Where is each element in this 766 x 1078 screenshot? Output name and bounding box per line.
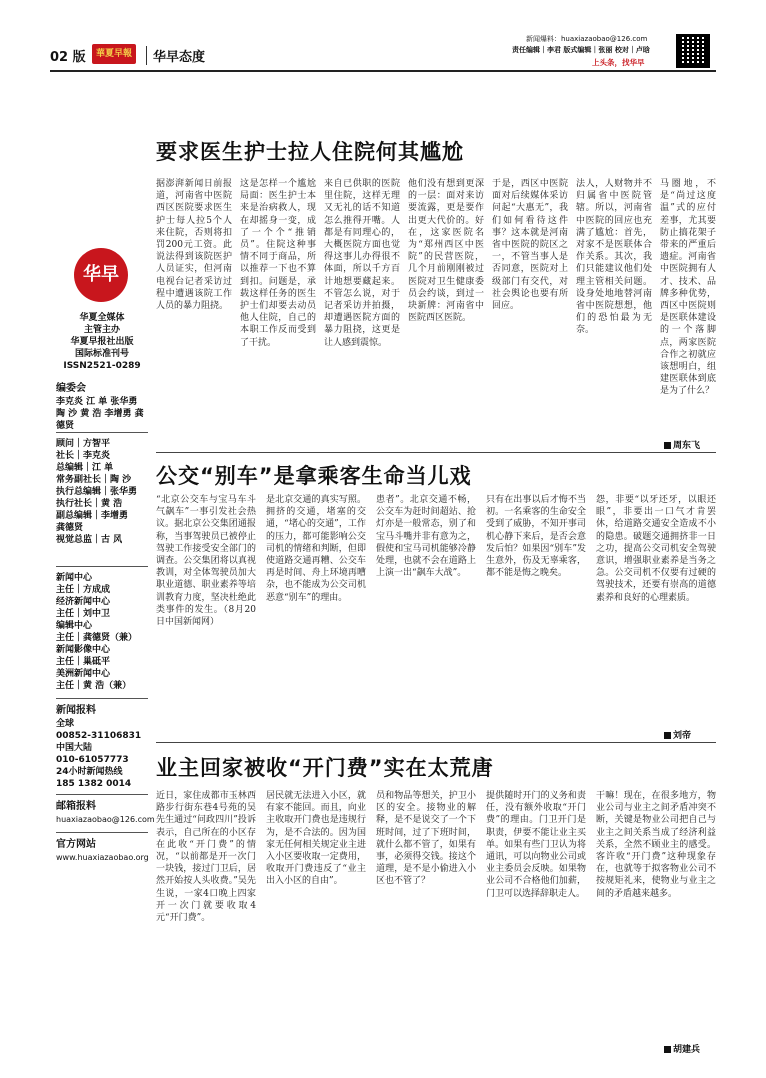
sidebar-divider: [56, 698, 148, 699]
sidebar-divider: [56, 832, 148, 833]
newsroom-item: 主任｜龚德贤（兼）: [56, 633, 138, 643]
staff-item: 龚德贤: [56, 523, 84, 533]
newsroom-item: 主任｜刘中卫: [56, 609, 111, 619]
masthead-line: 华夏全媒体: [79, 313, 125, 323]
tips-item: 185 1382 0014: [56, 779, 132, 789]
article-3-column: 居民就无法进入小区，就有家不能回。而且，向业主收取开门费也是违规行为，是不合法的。因为国家无任何相关规定业主进入小区要收取一定费用，收取开门费违反了“业主出入小区的自由”。: [266, 791, 366, 887]
article-1-byline: 周东飞: [664, 438, 700, 451]
article-1-column: 于是，西区中医院面对后续媒体采访问起“大惠无”，我们如何看待这件事？这本就是河南省中医院的院区之一，不管当事人是否同意，医院对上级部门有交代，对社会舆论也要有所回应。: [492, 179, 568, 312]
article-2-column: “北京公交车与宝马车斗气飙车”一事引发社会热议。据北京公交集团通报称，当事驾驶员已被停止驾驶工作接受安全部门的调查。公交集团将以真视教训，对全体驾驶员加大职业道德、职业素养等培训教育力度，坚决杜绝此类事件的发生。（8月20日中国新闻网）: [156, 495, 256, 628]
staff-list: [56, 438, 148, 546]
newsroom-item: 美洲新闻中心: [56, 669, 111, 679]
newsroom-item: 新闻中心: [56, 573, 93, 583]
mail-address[interactable]: huaxiazaobao@126.com: [56, 815, 155, 824]
tips-item: 24小时新闻热线: [56, 767, 123, 777]
article-1-column: 据澎湃新闻日前报道，河南省中医院西区医院要求医生护士每人拉5个人来住院，否则将扣罚200元工资。此说法得到该院医护人员证实，但河南电视台记者采访过程中遭遇该院工作人员的暴力阻挠。: [156, 179, 232, 312]
staff-item: 副总编辑｜李增勇: [56, 511, 129, 521]
staff-item: 视觉总监｜古 风: [56, 535, 123, 545]
article-2-byline: 刘帝: [664, 728, 691, 741]
article-divider: [156, 742, 716, 743]
article-2-column: 是北京交通的真实写照。拥挤的交通，堵塞的交通，“堵心的交通”，工作的压力，都可能影响公交司机的情绪和判断，但即使道路交通再糟、公交车再是时间、舟上环境再嘈杂，也不能成为公交司机恶意“别车”的理由。: [266, 495, 366, 603]
masthead-line: 主管主办: [83, 325, 120, 335]
mail-title: 邮箱报料: [56, 801, 96, 812]
page-number: 02 版: [50, 50, 86, 65]
masthead-line: 华夏早报社出版: [70, 337, 134, 347]
article-3-headline: 业主回家被收“开门费”实在太荒唐: [156, 756, 494, 780]
article-1-column: 他们没有想到更深的一层：面对来访要流露，更是要作出更大代价的。好在，这家医院名为“郑州西区中医院”的民营医院，几个月前刚刚被过医院对卫生健康委员会约谈，到过一块新牌：河南省中医院西区医院。: [408, 179, 484, 324]
article-1-column: 来自已供职的医院里住院，这样无理又无礼的话不知道怎么推得开嘴。人都是有同理心的，大概医院方面也觉得这事儿办得很不体面，所以千方百计地想要藏起来。不管怎么说，对于记者采访并拍摄，却遭遇医院方面的暴力阻挠，这更是让人感到震惊。: [324, 179, 400, 348]
newsroom-item: 经济新闻中心: [56, 597, 111, 607]
article-3-column: 近日，家住成都市玉林西路步行街东巷4号苑的吴先生通过“问政四川”投诉表示，自己所在的小区存在此收“开门费”的情况，“以前都是开一次门一块钱，接过门卫后，居然开始按人头收费。”吴先生说，一家4口晚上四家开一次门就要收取4元“开门费”。: [156, 791, 256, 924]
article-3-byline: 胡建兵: [664, 1042, 700, 1055]
contact-line: 新闻爆料：huaxiazaobao@126.com: [526, 35, 648, 43]
committee-title: 编委会: [56, 383, 86, 394]
sidebar-divider: [56, 432, 148, 433]
staff-item: 常务副社长｜陶 沙: [56, 475, 132, 485]
editors-line: 责任编辑｜李君 版式编辑｜张丽 校对｜卢晗: [512, 46, 650, 54]
tips-item: 010-61057773: [56, 755, 129, 765]
newsroom-item: 编辑中心: [56, 621, 93, 631]
article-1-column: 法人，人财物并不归属省中医院管辖。所以，河南省中医院的回应也充满了尴尬：首先，对家不是医联体合作关系。其次，我们只能建议他们处理主管相关问题。设身处地地替河南省中医院想想，他们的恐怕最为无奈。: [576, 179, 652, 336]
article-2-column: 只有在出事以后才悔不当初。一名乘客的生命安全受到了威胁，不知开事司机心静下来后，是否会意发后怕？如果因“别车”发生意外，伤及无辜乘客，都不能是悔之晚矣。: [486, 495, 586, 579]
web-title: 官方网站: [56, 839, 96, 850]
tips-item: 全球: [56, 719, 75, 729]
masthead: [56, 312, 148, 372]
staff-item: 执行社长｜黄 浩: [56, 499, 123, 509]
staff-item: 顾问｜方智平: [56, 439, 111, 449]
newsroom-item: 新闻影像中心: [56, 645, 111, 655]
section-title: 华早态度: [146, 46, 205, 65]
tips-item: 00852-31106831: [56, 731, 142, 741]
staff-item: 社长｜李克炎: [56, 451, 111, 461]
article-2-headline: 公交“别车”是拿乘客生命当儿戏: [156, 464, 472, 488]
staff-item: 总编辑｜江 单: [56, 463, 114, 473]
article-2-column: 患者”。北京交通不畅，公交车为赶时间超站、抢灯亦是一般常态，别了和宝马斗嘴并非有意为之，假使和宝马司机能够冷静处理，也就不会在道路上上演一出“飙车大战”。: [376, 495, 476, 579]
tips-list: [56, 718, 148, 790]
masthead-line: 国际标准刊号: [74, 349, 129, 359]
article-1-headline: 要求医生护士拉人住院何其尴尬: [156, 140, 464, 164]
newsroom-item: 主任｜方成成: [56, 585, 111, 595]
newsroom-list: [56, 572, 148, 692]
sidebar-divider: [56, 566, 148, 567]
article-2-column: 怨，非要“以牙还牙，以眼还眼”，非要出一口气才肯罢休，给道路交通安全造成不小的隐患。破题交通拥挤非一日之功，提高公交司机安全驾驶意识，增强职业素养是当务之急。公交司机不仅要有过硬的驾驶技术，还要有崇高的道德素养和良好的心理素质。: [596, 495, 716, 603]
committee-names: 李克炎 江 单 张华勇 陶 沙 黄 浩 李增勇 龚德贤: [56, 397, 144, 431]
slogan: 上头条，找华早: [592, 58, 645, 67]
article-1-column: 马圈地，不是“尚过这度温”式的应付差事，尤其要防止搞花架子带来的严重后遗症。河南省中医院拥有人才、技术、品牌多种优势，西区中医院则是医联体建设的一个落脚点，两家医院合作之初就应该想明白，组建医联体到底是为了什么？: [660, 179, 716, 397]
paper-logo: 華夏早報: [92, 44, 136, 64]
web-address[interactable]: www.huaxiazaobao.org: [56, 853, 149, 862]
qr-code-icon: [676, 34, 710, 68]
paper-seal: 华早: [74, 248, 128, 302]
staff-item: 执行总编辑｜张华勇: [56, 487, 138, 497]
newsroom-item: 主任｜巢砥平: [56, 657, 111, 667]
tips-item: 中国大陆: [56, 743, 93, 753]
article-divider: [156, 452, 716, 453]
article-3-column: 提供随时开门的义务和责任，没有额外收取“开门费”的理由。门卫开门是职责，伊要不能让业主买单。如果有些门卫认为将通讯，可以向物业公司或业主委员会反映。如果物业公司不合格他们加薪，门卫可以选择辞职走人。: [486, 791, 586, 899]
sidebar-divider: [56, 794, 148, 795]
header-rule: [50, 70, 716, 72]
newsroom-item: 主任｜黄 浩（兼）: [56, 681, 132, 691]
tips-title: 新闻报料: [56, 705, 96, 716]
article-1-column: 这是怎样一个尴尬局面：医生护士本来是治病救人，现在却摇身一变，成了一个个“推销员”。住院这种事情不同于商品，所以推荐一下也不算到扣。问题是，承载这样任务的医生护士们却要去动员他人住院，自己的本职工作反而受到了干扰。: [240, 179, 316, 348]
article-3-column: 干嘛！现在，在很多地方，物业公司与业主之间矛盾冲突不断，关键是物业公司把自己与业主之间关系当成了经济利益关系，全然不顾业主的感受。客许收“开门费”这种现象存在，也就等于拟客物业公司不按规矩礼来，使物业与业主之间的矛盾越来越多。: [596, 791, 716, 899]
masthead-line: ISSN2521-0289: [63, 361, 141, 371]
article-3-column: 员和物品等想关，护卫小区的安全。接物业的解释，是不是说交了一个下班时间，过了下班时间，就什么都不管了，如果有事，必须得交钱。接这个道理，是不是小偷进入小区也不管了？: [376, 791, 476, 887]
